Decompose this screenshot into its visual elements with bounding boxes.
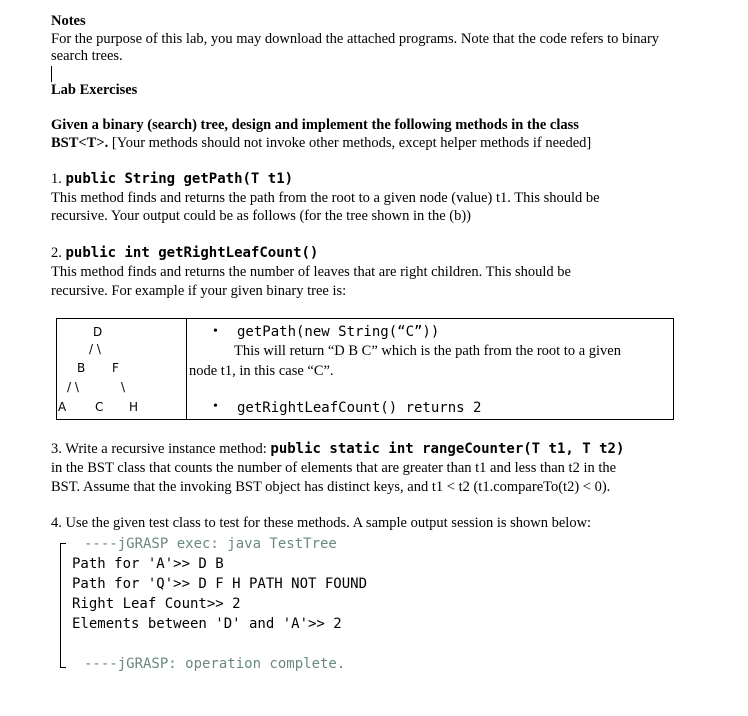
getpath-call: getPath(new String(“C”)) bbox=[237, 324, 440, 340]
item3-line-2: in the BST class that counts the number of elements that are greater than t1 and less than t2 in the bbox=[51, 460, 617, 476]
console-output-4: Elements between 'D' and 'A'>> 2 bbox=[72, 616, 342, 632]
tree-edges-root: / \ bbox=[89, 342, 101, 356]
console-output-3: Right Leaf Count>> 2 bbox=[72, 596, 241, 612]
intro-line-2 bbox=[51, 135, 591, 152]
item2-header bbox=[51, 245, 318, 262]
tree-node-c: C bbox=[95, 400, 104, 414]
tree-node-f: F bbox=[112, 361, 119, 375]
console-bracket bbox=[60, 543, 61, 667]
tree-node-h: H bbox=[129, 400, 139, 414]
console-bracket-bottom bbox=[60, 667, 66, 668]
item3-line-1 bbox=[51, 441, 624, 458]
item1-desc-line-2: recursive. Your output could be as follows (for the tree shown in the (b)) bbox=[51, 208, 472, 224]
item2-signature: public int getRightLeafCount() bbox=[65, 245, 319, 261]
console-output-1: Path for 'A'>> D B bbox=[72, 556, 224, 572]
bullet-1: • bbox=[213, 324, 218, 339]
item1-desc-line-1: This method finds and returns the path from the root to a given node (value) t1. This should be bbox=[51, 190, 600, 206]
getpath-result-line-2: node t1, in this case “C”. bbox=[189, 363, 334, 379]
text-cursor bbox=[51, 66, 52, 82]
item3-prefix: 3. Write a recursive instance method: bbox=[51, 441, 271, 457]
lab-heading: Lab Exercises bbox=[51, 82, 138, 98]
example-table bbox=[56, 318, 674, 420]
item1-header bbox=[51, 171, 293, 188]
tree-edges-b: / \ bbox=[67, 380, 79, 394]
console-end-line: ----jGRASP: operation complete. bbox=[84, 656, 346, 672]
item2-desc-line-2: recursive. For example if your given binary tree is: bbox=[51, 283, 347, 299]
table-divider bbox=[186, 319, 187, 419]
rightleaf-call: getRightLeafCount() returns 2 bbox=[237, 400, 482, 416]
item4-line-1: 4. Use the given test class to test for these methods. A sample output session is shown below: bbox=[51, 515, 592, 531]
item3-line-3: BST. Assume that the invoking BST object has distinct keys, and t1 < t2 (t1.compareTo(t2) < 0). bbox=[51, 479, 611, 495]
intro-line-1: Given a binary (search) tree, design and implement the following methods in the class bbox=[51, 117, 579, 133]
item2-desc-line-1: This method finds and returns the number of leaves that are right children. This should be bbox=[51, 264, 571, 280]
item2-number: 2. bbox=[51, 245, 66, 261]
tree-node-b: B bbox=[77, 361, 86, 375]
notes-line-1: For the purpose of this lab, you may download the attached programs. Note that the code refers to binary bbox=[51, 31, 660, 47]
tree-node-a: A bbox=[58, 400, 67, 414]
console-bracket-top bbox=[60, 543, 66, 544]
getpath-result-line-1: This will return “D B C” which is the path from the root to a given bbox=[234, 343, 621, 359]
intro-class-name: BST<T>. bbox=[51, 135, 109, 151]
item1-signature: public String getPath(T t1) bbox=[65, 171, 294, 187]
item3-signature: public static int rangeCounter(T t1, T t2) bbox=[270, 441, 625, 457]
tree-node-d: D bbox=[93, 325, 103, 339]
console-output-2: Path for 'Q'>> D F H PATH NOT FOUND bbox=[72, 576, 368, 592]
notes-heading: Notes bbox=[51, 13, 86, 29]
intro-note: [Your methods should not invoke other methods, except helper methods if needed] bbox=[108, 135, 592, 151]
bullet-2: • bbox=[213, 399, 218, 414]
item1-number: 1. bbox=[51, 171, 66, 187]
console-exec-line: ----jGRASP exec: java TestTree bbox=[84, 536, 337, 552]
tree-edges-f: \ bbox=[121, 380, 126, 394]
notes-line-2: search trees. bbox=[51, 48, 123, 64]
